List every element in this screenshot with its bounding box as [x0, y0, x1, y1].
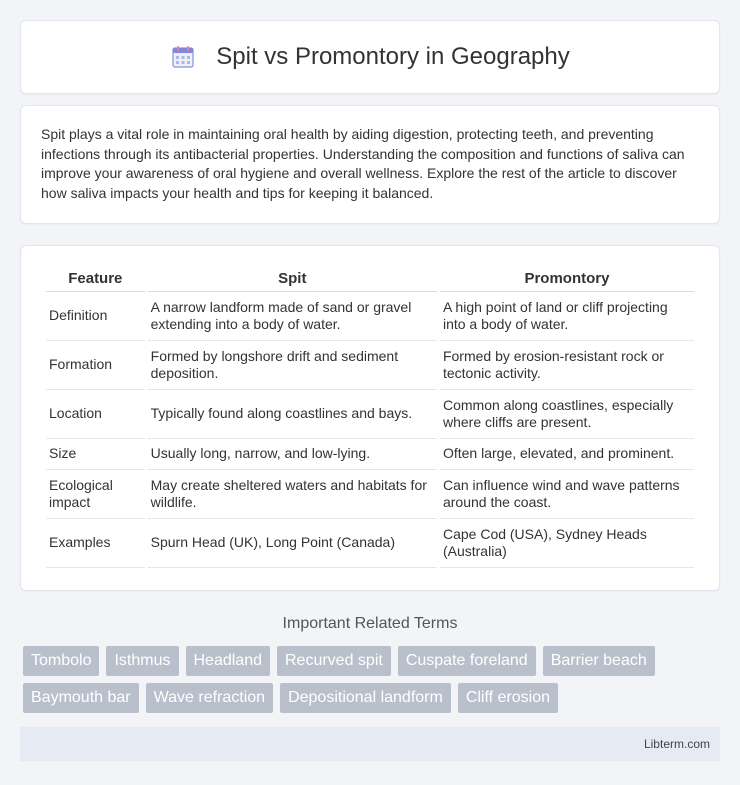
tag-isthmus[interactable]: Isthmus — [106, 646, 178, 676]
spit-cell: Spurn Head (UK), Long Point (Canada) — [148, 519, 437, 568]
spit-cell: Usually long, narrow, and low-lying. — [148, 439, 437, 470]
promontory-cell: A high point of land or cliff projecting into a body of water. — [440, 292, 694, 341]
promontory-cell: Often large, elevated, and prominent. — [440, 439, 694, 470]
tag-headland[interactable]: Headland — [186, 646, 271, 676]
comparison-table — [43, 267, 697, 568]
page-title: Spit vs Promontory in Geography — [216, 43, 570, 70]
feature-cell: Ecological impact — [46, 470, 145, 519]
promontory-cell: Cape Cod (USA), Sydney Heads (Australia) — [440, 519, 694, 568]
feature-cell: Definition — [46, 292, 145, 341]
calendar-icon — [170, 45, 196, 69]
footer — [20, 727, 720, 761]
footer-brand[interactable]: Libterm.com — [643, 737, 710, 751]
feature-cell: Formation — [46, 341, 145, 390]
tag-baymouth-bar[interactable]: Baymouth bar — [23, 683, 139, 713]
spit-cell: Formed by longshore drift and sediment deposition. — [148, 341, 437, 390]
table-row — [46, 519, 694, 568]
title-card — [20, 20, 720, 94]
table-header-row — [46, 267, 694, 292]
table-row — [46, 341, 694, 390]
intro-card — [20, 105, 720, 224]
tag-depositional-landform[interactable]: Depositional landform — [280, 683, 451, 713]
header-promontory: Promontory — [440, 267, 694, 292]
tag-cliff-erosion[interactable]: Cliff erosion — [458, 683, 558, 713]
spit-cell: Typically found along coastlines and bays. — [148, 390, 437, 439]
feature-cell: Size — [46, 439, 145, 470]
header-feature: Feature — [46, 267, 145, 292]
related-terms-list — [23, 646, 717, 713]
related-terms-title: Important Related Terms — [282, 615, 458, 632]
intro-text: Spit plays a vital role in maintaining oral health by aiding digestion, protecting teeth, and preventing infections through its antibacterial properties. Understanding the composition and functions of saliva can improve your awareness of oral hygiene and overall wellness. Explore the rest of the article to discover how saliva impacts your health and tips for keeping it balanced. — [41, 126, 685, 201]
table-row — [46, 470, 694, 519]
tag-barrier-beach[interactable]: Barrier beach — [543, 646, 655, 676]
feature-cell: Location — [46, 390, 145, 439]
table-row — [46, 439, 694, 470]
table-row — [46, 292, 694, 341]
tag-wave-refraction[interactable]: Wave refraction — [146, 683, 273, 713]
comparison-card — [20, 245, 720, 591]
tag-tombolo[interactable]: Tombolo — [23, 646, 99, 676]
spit-cell: A narrow landform made of sand or gravel extending into a body of water. — [148, 292, 437, 341]
tag-cuspate-foreland[interactable]: Cuspate foreland — [398, 646, 536, 676]
spit-cell: May create sheltered waters and habitats for wildlife. — [148, 470, 437, 519]
feature-cell: Examples — [46, 519, 145, 568]
table-row — [46, 390, 694, 439]
promontory-cell: Can influence wind and wave patterns around the coast. — [440, 470, 694, 519]
header-spit: Spit — [148, 267, 437, 292]
promontory-cell: Common along coastlines, especially where cliffs are present. — [440, 390, 694, 439]
promontory-cell: Formed by erosion-resistant rock or tectonic activity. — [440, 341, 694, 390]
tag-recurved-spit[interactable]: Recurved spit — [277, 646, 391, 676]
